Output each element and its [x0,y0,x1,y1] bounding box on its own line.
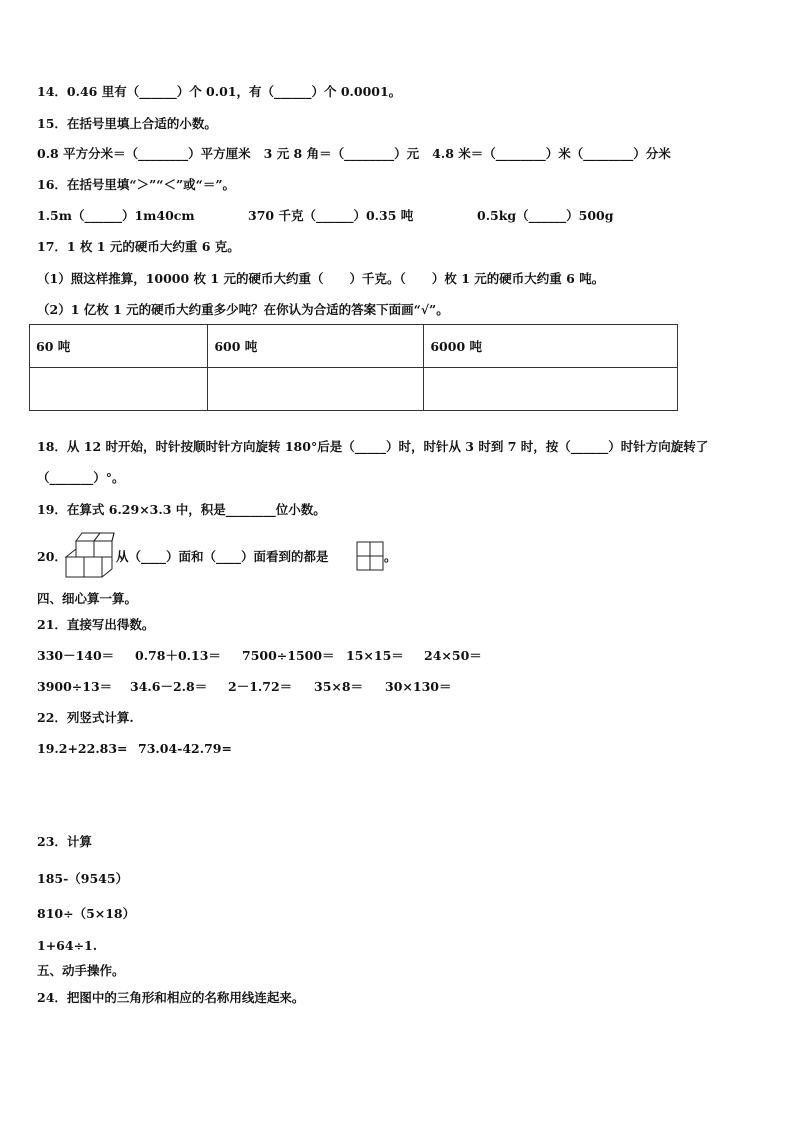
question-24: 24．把图中的三角形和相应的名称用线连起来。 [37,990,305,1005]
table-header-60: 60 吨 [30,325,208,368]
question-16: 16．在括号里填“＞”“＜”或“＝”。 [37,177,236,192]
calc-item: 7500÷1500＝ [242,648,335,663]
question-23: 23．计算 [37,834,92,849]
answer-cell-6000[interactable] [424,368,678,411]
calc-item: 15×15＝ [346,648,404,663]
question-16-item-3: 0.5kg（______）500g [477,208,614,223]
question-16-item-2: 370 千克（______）0.35 吨 [248,208,414,223]
calc-expression: 1+64÷1. [37,938,98,953]
calc-item: 3900÷13＝ [37,679,113,694]
calc-expression: 810÷（5×18） [37,906,136,921]
question-18-line-2: （_______）°。 [37,470,125,485]
calc-item: 30×130＝ [385,679,452,694]
answer-cell-60[interactable] [30,368,208,411]
question-21: 21．直接写出得数。 [37,617,155,632]
cube-stack-figure [64,529,116,581]
section-4-heading: 四、细心算一算。 [37,591,138,606]
question-18-line-1: 18．从 12 时开始，时针按顺时针方向旋转 180°后是（_____）时，时针从 3 时到 7 时，按（______）时针方向旋转了 [37,439,709,454]
question-20-number: 20． [37,549,67,564]
grid-view-figure [356,541,384,571]
calc-item: 34.6－2.8＝ [130,679,208,694]
table-header-600: 600 吨 [208,325,424,368]
vertical-calc-item: 73.04-42.79= [138,741,232,756]
calc-item: 35×8＝ [314,679,364,694]
question-15: 15．在括号里填上合适的小数。 [37,116,217,131]
answer-cell-600[interactable] [208,368,424,411]
answer-table [29,324,678,411]
question-15-blanks: 0.8 平方分米＝（________）平方厘米 3 元 8 角＝（________）元 4.8 米＝（________）米（________）分米 [37,146,671,161]
table-header-6000: 6000 吨 [424,325,678,368]
calc-expression: 185-（9545） [37,871,129,886]
question-17-part-1: （1）照这样推算，10000 枚 1 元的硬币大约重（ ）千克。（ ）枚 1 元的硬币大约重 6 吨。 [37,271,605,286]
section-5-heading: 五、动手操作。 [37,963,125,978]
vertical-calc-item: 19.2+22.83= [37,741,128,756]
calc-item: 24×50＝ [424,648,482,663]
calc-item: 330－140＝ [37,648,115,663]
question-16-item-1: 1.5m（______）1m40cm [37,208,195,223]
question-20-end: 。 [384,549,397,564]
question-22: 22．列竖式计算. [37,710,134,725]
question-14: 14．0.46 里有（______）个 0.01，有（______）个 0.0001。 [37,84,402,99]
calc-item: 2－1.72＝ [228,679,293,694]
calc-item: 0.78＋0.13＝ [135,648,221,663]
question-17-part-2: （2）1 亿枚 1 元的硬币大约重多少吨？在你认为合适的答案下面画“√”。 [37,302,449,317]
question-17: 17．1 枚 1 元的硬币大约重 6 克。 [37,239,240,254]
question-19: 19．在算式 6.29×3.3 中，积是________位小数。 [37,502,326,517]
question-20-text: 从（____）面和（____）面看到的都是 [116,549,329,564]
